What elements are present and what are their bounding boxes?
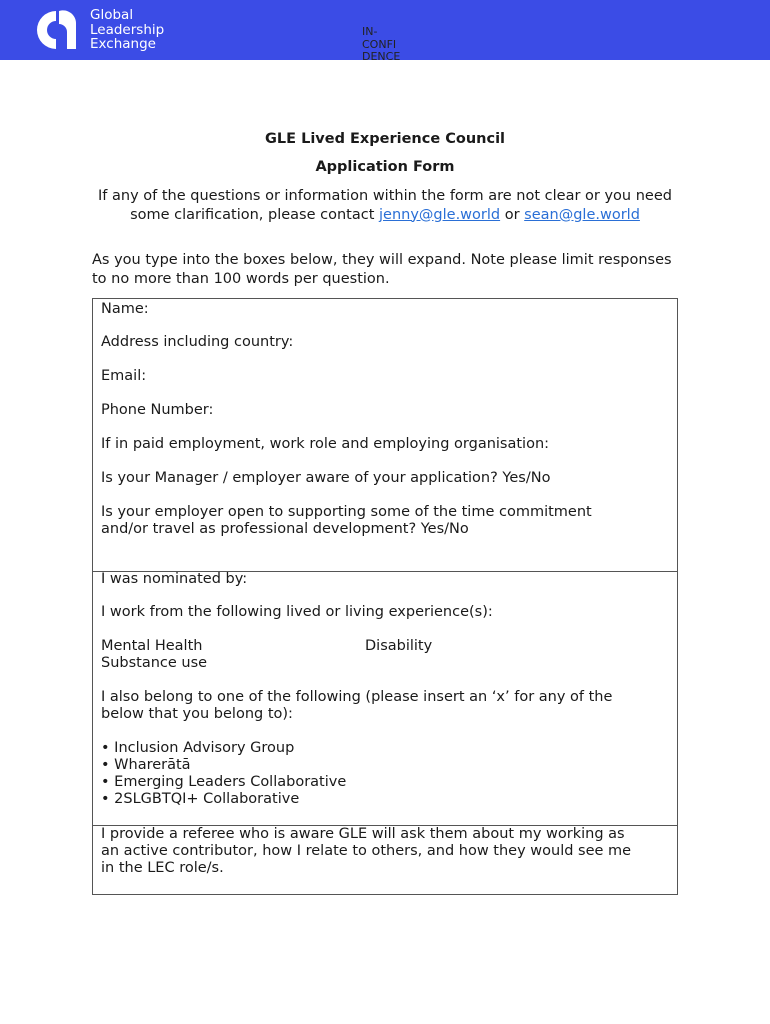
group-item: • Inclusion Advisory Group (101, 740, 295, 756)
employment-label: If in paid employment, work role and employing organisation: (101, 436, 550, 452)
experience-disability: Disability (365, 638, 433, 654)
group-item: • Emerging Leaders Collaborative (101, 774, 347, 790)
group-item: • 2SLGBTQI+ Collaborative (101, 791, 300, 807)
sean-email-link[interactable]: sean@gle.world (524, 206, 640, 223)
instructions-note: As you type into the boxes below, they will expand. Note please limit responses to no more than 100 words per question. (92, 252, 672, 287)
employer-support-question-line1: Is your employer open to supporting some of the time commitment (101, 504, 592, 520)
address-label: Address including country: (101, 334, 294, 350)
manager-aware-question: Is your Manager / employer aware of your application? Yes/No (101, 470, 551, 486)
logo-line-3: Exchange (90, 36, 156, 52)
logo-wordmark (90, 8, 166, 52)
logo-line-2: Leadership (90, 21, 165, 38)
jenny-email-link[interactable]: jenny@gle.world (379, 206, 501, 223)
referee-text-line2: an active contributor, how I relate to others, and how they would see me (101, 843, 632, 859)
personal-details-box[interactable] (92, 298, 678, 572)
confidentiality-label: IN- CONFI DENCE (362, 25, 401, 63)
belong-instructions-line2: below that you belong to): (101, 706, 293, 722)
logo-line-1: Global (90, 8, 134, 23)
group-item: • Wharerātā (101, 757, 191, 773)
intro-or: or (504, 206, 520, 223)
email-label: Email: (101, 368, 147, 384)
phone-label: Phone Number: (101, 402, 214, 418)
name-label: Name: (101, 301, 149, 317)
nominated-by-label: I was nominated by: (101, 571, 248, 587)
gle-logo-icon (34, 8, 80, 52)
referee-text-line3: in the LEC role/s. (101, 860, 224, 876)
intro-text: If any of the questions or information within the form are not clear or you need some clarification, please contact (98, 188, 672, 223)
referee-text-line1: I provide a referee who is aware GLE will ask them about my working as (101, 826, 625, 842)
experience-intro: I work from the following lived or living experience(s): (101, 604, 493, 620)
experience-row (101, 638, 671, 656)
referee-box[interactable] (92, 825, 678, 895)
document-subtitle: Application Form (315, 159, 455, 175)
experience-box[interactable] (92, 570, 678, 826)
experience-mental-health: Mental Health (101, 638, 203, 654)
experience-substance-use: Substance use (101, 655, 208, 671)
intro-paragraph (92, 187, 678, 224)
belong-instructions-line1: I also belong to one of the following (please insert an ‘x’ for any of the (101, 689, 613, 705)
employer-support-question-line2: and/or travel as professional development? Yes/No (101, 521, 469, 537)
document-title: GLE Lived Experience Council (264, 131, 506, 147)
